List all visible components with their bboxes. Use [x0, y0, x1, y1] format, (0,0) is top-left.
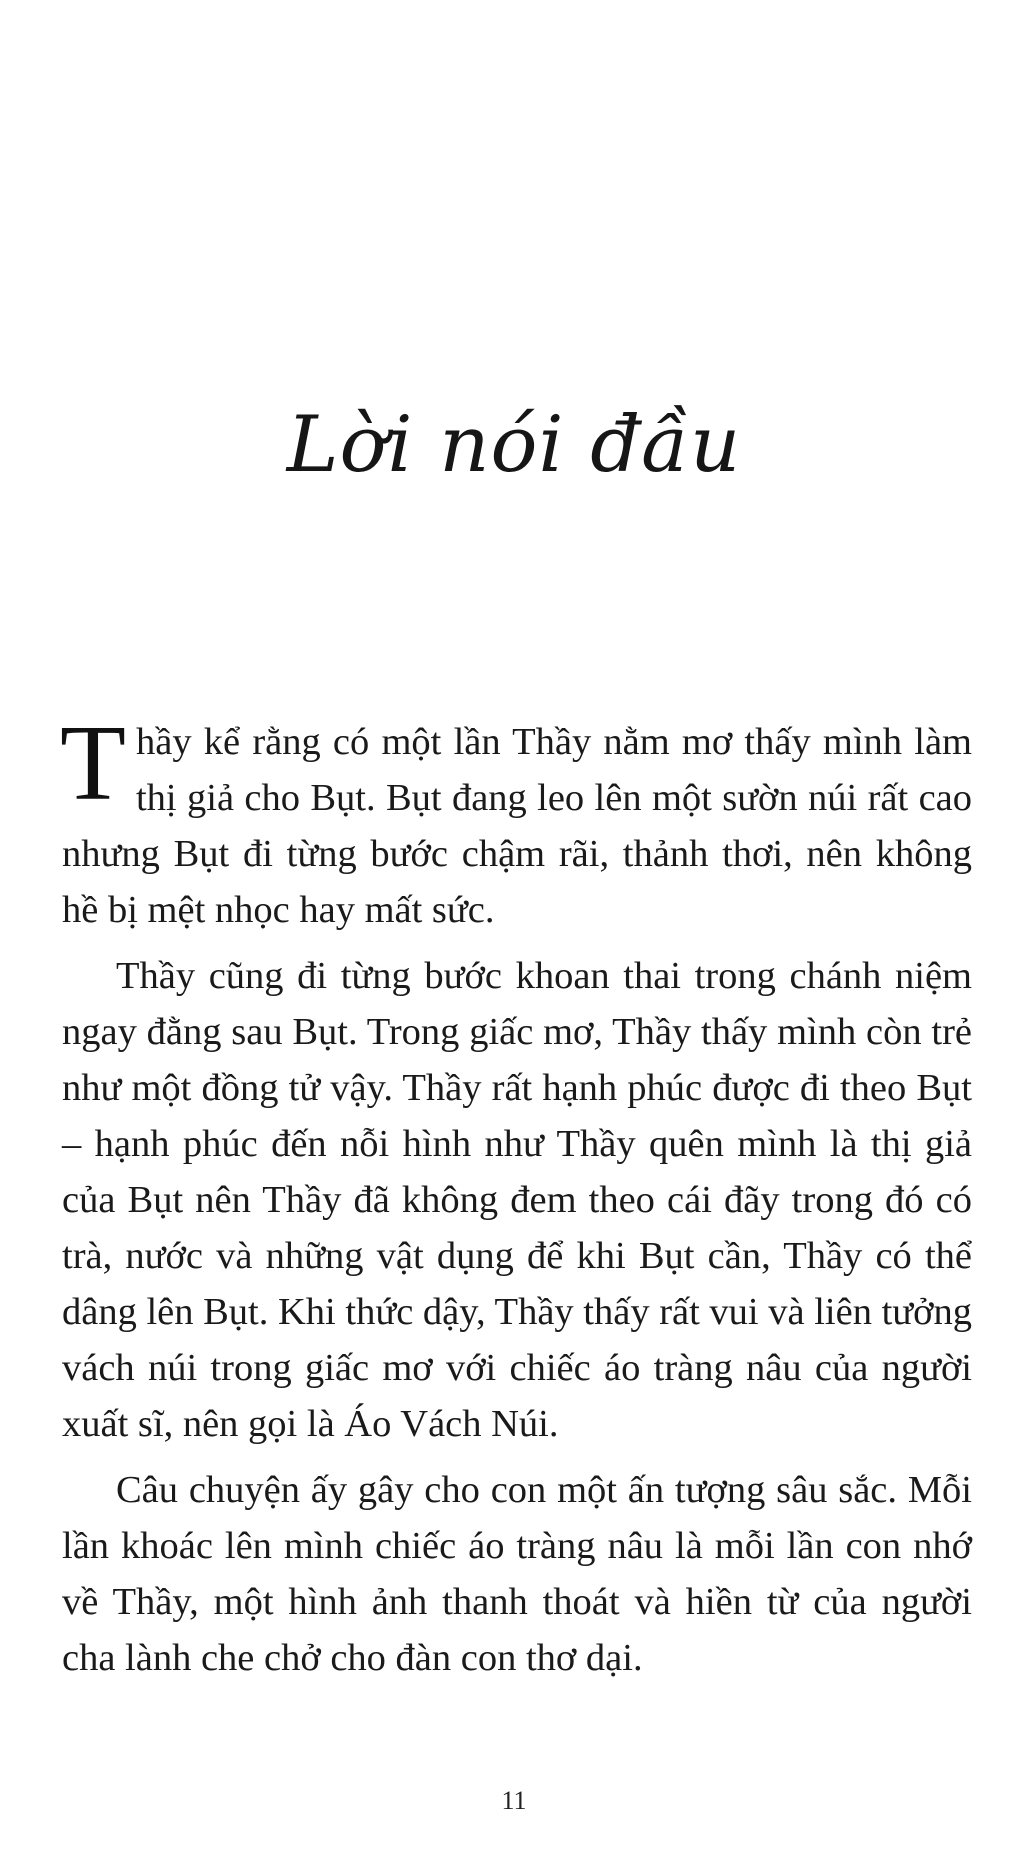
page-number: 11: [501, 1786, 527, 1815]
paragraph-1: Thầy kể rằng có một lần Thầy nằm mơ thấy mình làm thị giả cho Bụt. Bụt đang leo lên một sườn núi rất cao nhưng Bụt đi từng bước chậm rãi, thảnh thơi, nên không hề bị mệt nhọc hay mất sức.: [60, 704, 972, 931]
paragraph-3: Câu chuyện ấy gây cho con một ấn tượng sâu sắc. Mỗi lần khoác lên mình chiếc áo tràng nâu là mỗi lần con nhớ về Thầy, một hình ảnh thanh thoát và hiền từ của người cha lành che chở cho đàn con thơ dại.: [62, 1469, 972, 1679]
chapter-title: Lời nói đầu: [286, 400, 742, 490]
body-text: [60, 704, 972, 1696]
paragraph-2: Thầy cũng đi từng bước khoan thai trong chánh niệm ngay đằng sau Bụt. Trong giấc mơ, Thầy thấy mình còn trẻ như một đồng tử vậy. Thầy rất hạnh phúc được đi theo Bụt – hạnh phúc đến nỗi hình như Thầy quên mình là thị giả của Bụt nên Thầy đã không đem theo cái đãy trong đó có trà, nước và những vật dụng để khi Bụt cần, Thầy có thể dâng lên Bụt. Khi thức dậy, Thầy thấy rất vui và liên tưởng vách núi trong giấc mơ với chiếc áo tràng nâu của người xuất sĩ, nên gọi là Áo Vách Núi.: [62, 955, 972, 1445]
